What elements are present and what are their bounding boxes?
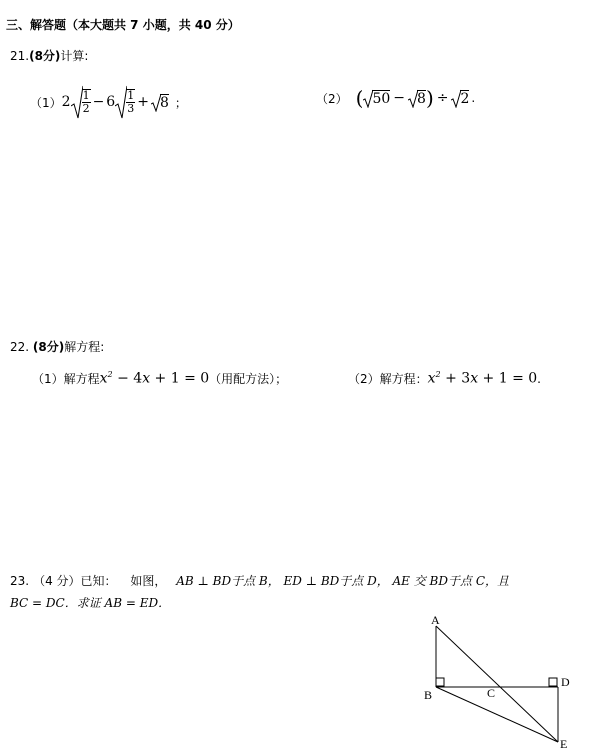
question-points: （4 分）: [33, 574, 81, 588]
period: .: [471, 91, 476, 105]
label-e: E: [560, 737, 568, 750]
q21-part2: [316, 86, 475, 110]
question-22-header: [10, 338, 104, 355]
part-label: （1）: [30, 95, 62, 110]
question-number: 22.: [10, 340, 30, 354]
math-expression: ( 50 − 8 ) ÷ 2: [355, 86, 470, 110]
geometry-figure: [420, 610, 580, 750]
part-label: （2）解方程：: [348, 372, 428, 386]
question-number: 23.: [10, 574, 30, 588]
equation: $x^2 - 4x + 1 = 0$: [99, 370, 210, 387]
math-expression: 2 $\frac{1}{2}$ − 6 $\frac{1}{3}$ + 8: [62, 84, 169, 120]
question-points: (8分): [29, 49, 61, 63]
question-points: (8分): [32, 340, 65, 354]
q22-part1: [32, 370, 287, 387]
question-number: 21.: [10, 49, 30, 63]
section-title: 三、解答题（本大题共 7 小题，共 40 分）: [6, 18, 240, 32]
q21-part1: [30, 84, 187, 120]
as-shown: 如图，: [130, 574, 167, 588]
separator: ；: [174, 95, 187, 110]
known-label: 已知：: [80, 574, 117, 588]
segment-be: [436, 687, 558, 742]
equation: $x^2 + 3x + 1 = 0$: [427, 370, 538, 387]
question-23-line1: [10, 572, 509, 589]
period: .: [537, 372, 541, 386]
label-b: B: [424, 688, 433, 702]
question-instruction: 解方程:: [64, 340, 105, 354]
question-21-header: [10, 47, 88, 64]
label-a: A: [431, 613, 440, 627]
right-angle-mark-d: [549, 678, 557, 686]
question-instruction: 计算:: [60, 49, 89, 63]
part-label: （1）解方程: [32, 372, 100, 386]
label-c: C: [487, 686, 496, 700]
segment-ae: [436, 626, 558, 742]
condition-text: AB ⊥ BD于点 B， ED ⊥ BD于点 D， AE 交 BD于点 C，且: [176, 574, 509, 588]
label-d: D: [561, 675, 570, 689]
method-note: （用配方法）；: [209, 372, 288, 386]
part-label: （2）: [316, 91, 348, 106]
q22-part2: [348, 370, 541, 387]
right-angle-mark-b: [436, 678, 444, 686]
question-23-line2: BC = DC．求证 AB = ED．: [10, 596, 171, 610]
